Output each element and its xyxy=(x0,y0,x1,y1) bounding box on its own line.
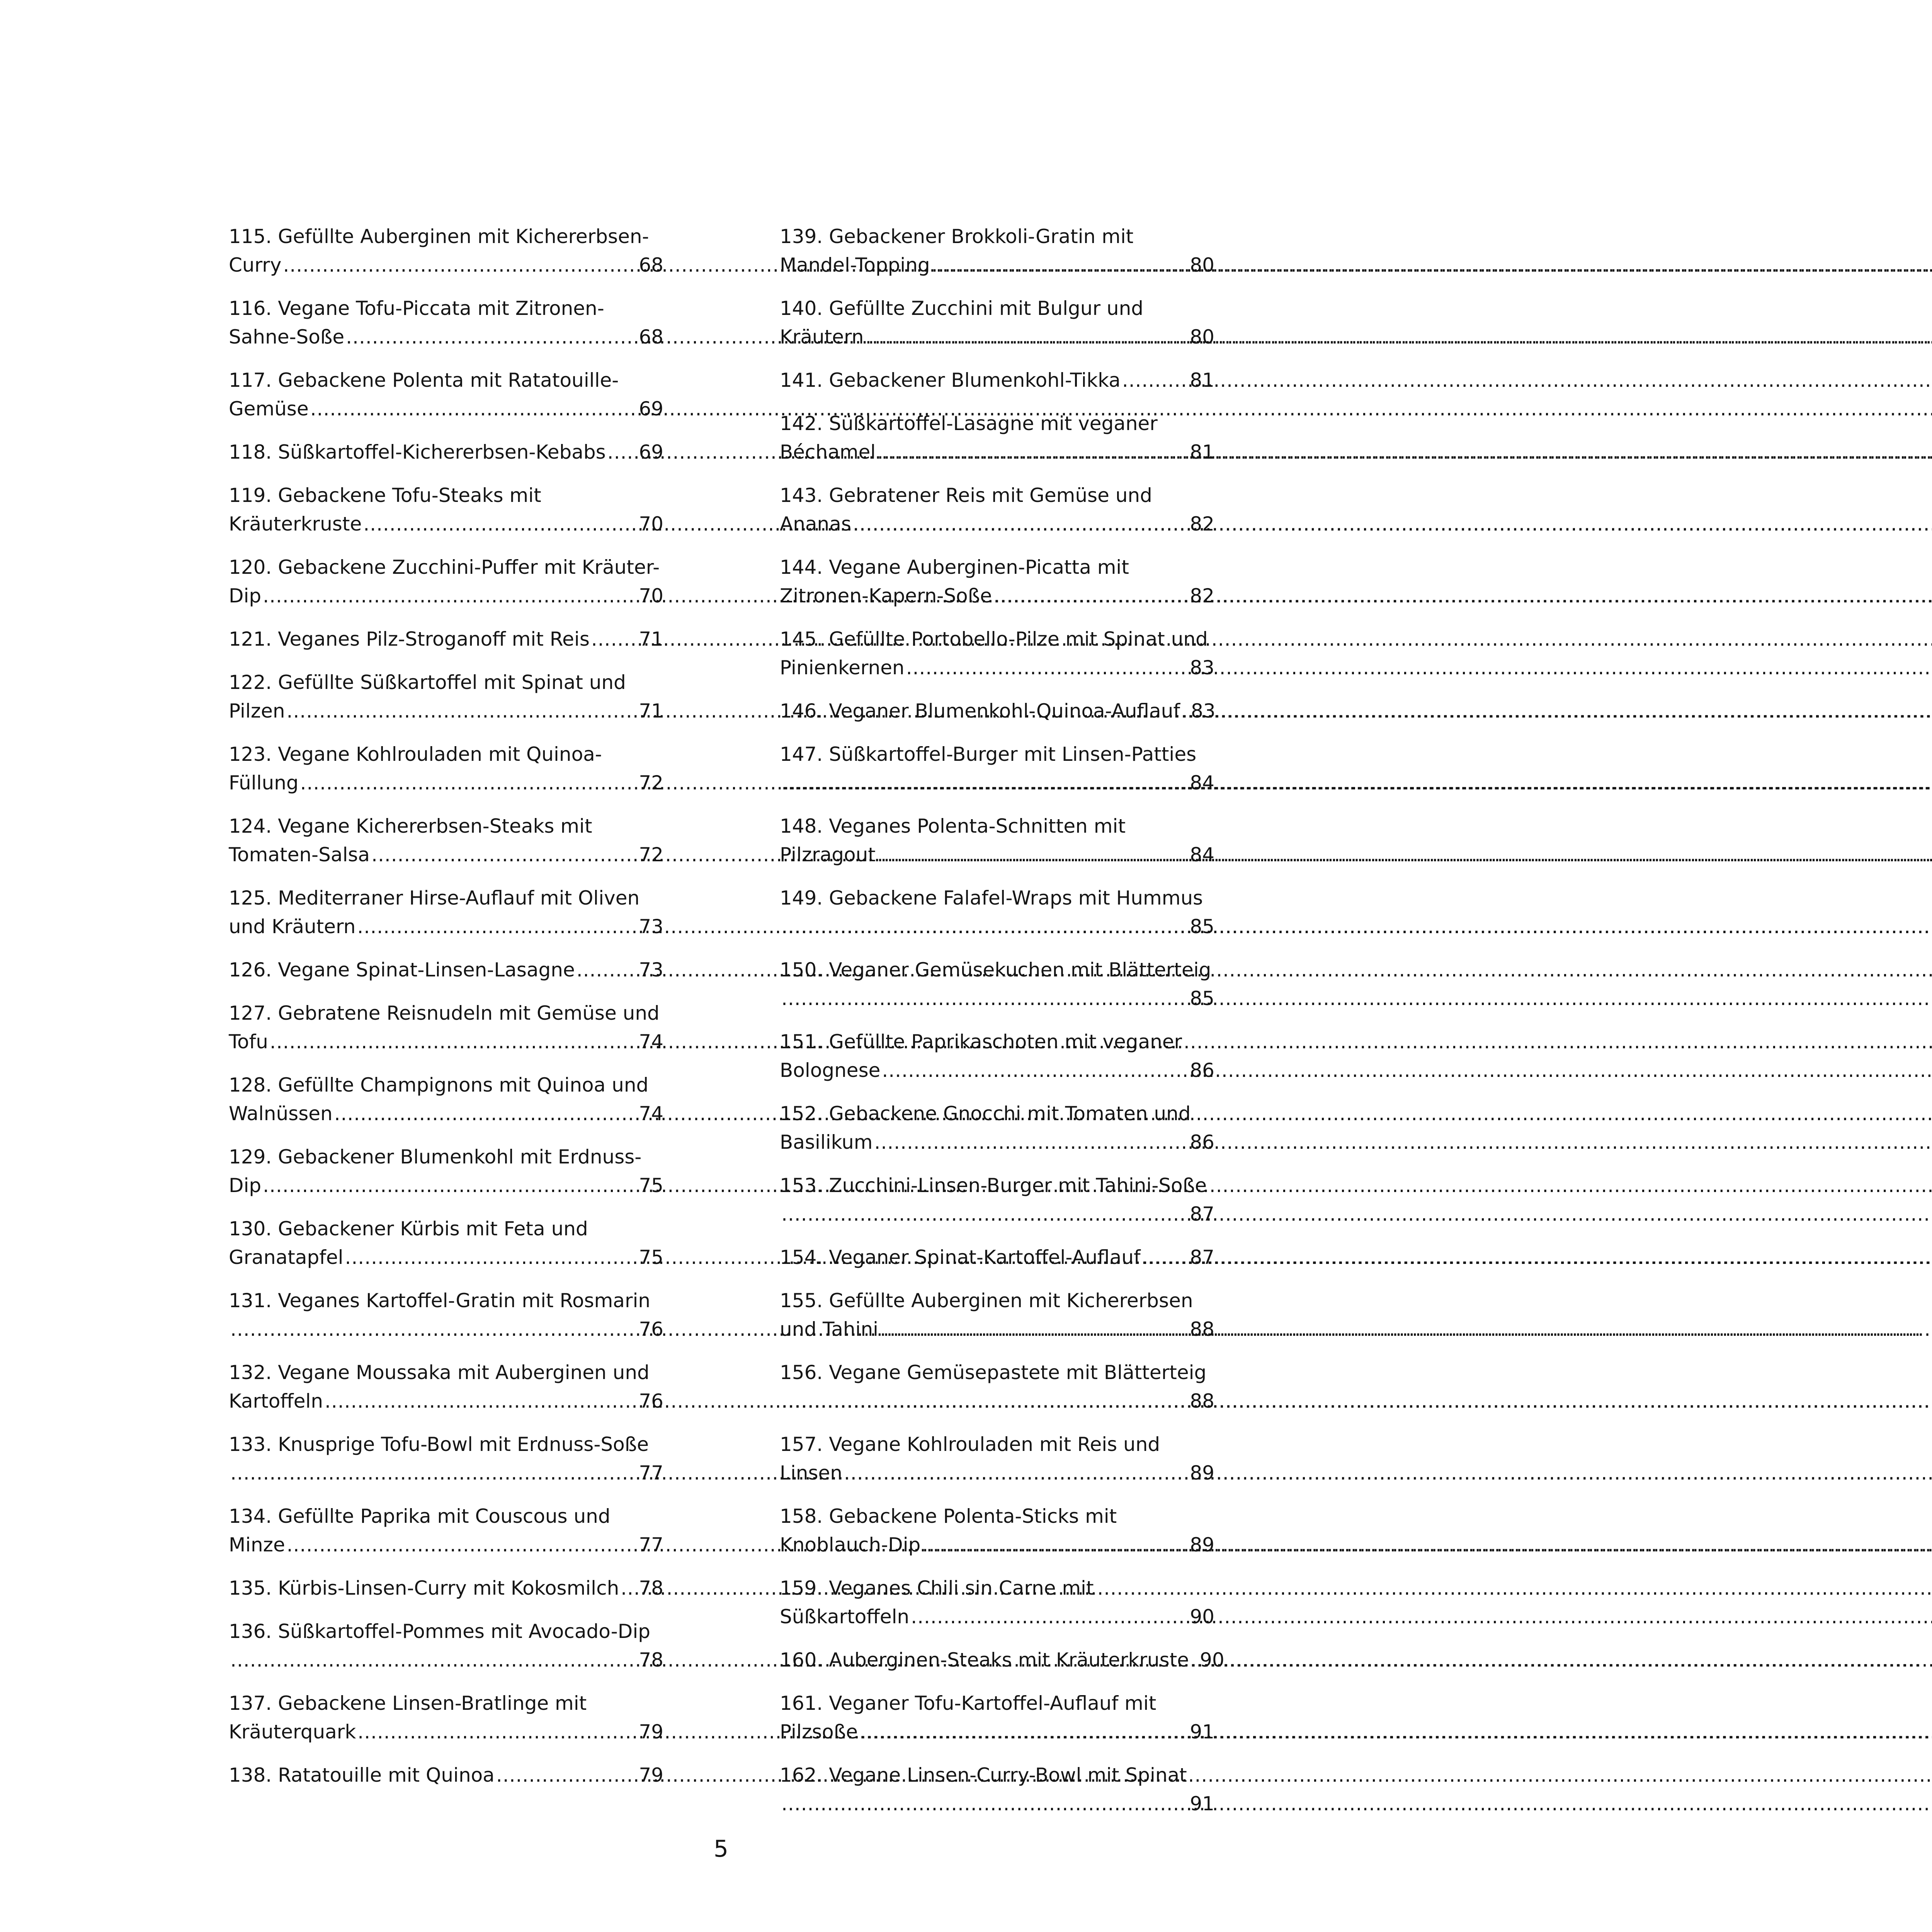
dot-leader xyxy=(781,769,1188,797)
toc-entry-title: 133. Knusprige Tofu-Bowl mit Erdnuss-Soße xyxy=(229,1433,649,1456)
toc-entry-title: 161. Veganer Tofu-Kartoffel-Auflauf mit xyxy=(780,1692,1156,1714)
dot-leader xyxy=(877,840,1188,869)
toc-entry-title: 126. Vegane Spinat-Linsen-Lasagne xyxy=(229,959,575,981)
dot-leader xyxy=(345,1243,638,1272)
toc-entry xyxy=(780,625,1214,682)
dot-leader xyxy=(334,1099,638,1128)
toc-entry-title-continued: Mandel-Topping xyxy=(780,254,930,276)
toc-entry-title: 120. Gebackene Zucchini-Puffer mit Kräuter- xyxy=(229,556,660,578)
toc-page-ref: 90 xyxy=(1190,1605,1214,1628)
toc-entry xyxy=(780,1358,1214,1415)
toc-entry-title-continued: Pilzsoße xyxy=(780,1721,858,1743)
toc-entry xyxy=(780,1099,1214,1156)
toc-entry-title-continued: Tomaten-Salsa xyxy=(229,844,370,866)
toc-page-ref: 91 xyxy=(1190,1793,1214,1815)
toc-entry xyxy=(780,222,1214,279)
dot-leader xyxy=(859,1718,1188,1746)
toc-entry xyxy=(780,1286,1214,1344)
toc-entry xyxy=(229,625,663,653)
toc-entry xyxy=(780,1574,1214,1631)
toc-entry-title: 132. Vegane Moussaka mit Auberginen und xyxy=(229,1361,650,1384)
toc-entry-title-continued: Pilzragout xyxy=(780,844,876,866)
toc-entry-title: 156. Vegane Gemüsepastete mit Blätterteig xyxy=(780,1361,1207,1384)
toc-entry-title: 158. Gebackene Polenta-Sticks mit xyxy=(780,1505,1117,1527)
toc-entry xyxy=(229,481,663,538)
toc-page-ref: 82 xyxy=(1190,513,1214,535)
toc-page-ref: 75 xyxy=(639,1246,663,1269)
dot-leader xyxy=(932,251,1189,279)
toc-entry xyxy=(780,366,1214,395)
toc-entry-title-continued: Basilikum xyxy=(780,1131,873,1153)
toc-page-ref: 74 xyxy=(639,1102,663,1125)
toc-entry xyxy=(229,956,663,984)
toc-entry-title-continued: Dip xyxy=(229,585,262,607)
toc-page-ref: 75 xyxy=(639,1174,663,1197)
toc-entry xyxy=(229,1502,663,1559)
toc-page-ref: 83 xyxy=(1190,656,1214,679)
toc-entry-title: 153. Zucchini-Linsen-Burger mit Tahini-Soße xyxy=(780,1174,1207,1197)
toc-entry-title: 157. Vegane Kohlrouladen mit Reis und xyxy=(780,1433,1160,1456)
dot-leader xyxy=(781,1200,1188,1228)
toc-page-ref: 70 xyxy=(639,513,663,535)
toc-entry xyxy=(229,1358,663,1415)
dot-leader xyxy=(357,1718,637,1746)
page-number: 5 xyxy=(713,1835,729,1862)
toc-entry-title-continued: Zitronen-Kapern-Soße xyxy=(780,585,992,607)
dot-leader xyxy=(230,1646,637,1674)
toc-entry-title: 122. Gefüllte Süßkartoffel mit Spinat und xyxy=(229,671,626,694)
toc-entry-title-continued: Kräutern xyxy=(780,326,864,348)
toc-page-ref: 82 xyxy=(1190,585,1214,607)
toc-entry-title-continued: Kartoffeln xyxy=(229,1390,323,1412)
toc-entry-title: 145. Gefüllte Portobello-Pilze mit Spinat und xyxy=(780,628,1208,650)
toc-entry xyxy=(229,668,663,725)
toc-entry-title-continued: Tofu xyxy=(229,1031,268,1053)
toc-entry xyxy=(229,1761,663,1789)
dot-leader xyxy=(496,1761,637,1789)
toc-page-ref: 91 xyxy=(1190,1721,1214,1743)
toc-entry-title: 162. Vegane Linsen-Curry-Bowl mit Spinat xyxy=(780,1764,1187,1786)
toc-page-ref: 72 xyxy=(639,844,663,866)
toc-left-column xyxy=(229,222,663,1804)
toc-page-ref: 86 xyxy=(1190,1059,1214,1082)
toc-entry-title-continued: Gemüse xyxy=(229,398,309,420)
toc-entry-title: 151. Gefüllte Paprikaschoten mit veganer xyxy=(780,1031,1182,1053)
dot-leader xyxy=(263,1171,637,1200)
toc-entry-title: 140. Gefüllte Zucchini mit Bulgur und xyxy=(780,297,1144,320)
toc-entry-title: 155. Gefüllte Auberginen mit Kichererbsen xyxy=(780,1289,1193,1312)
toc-entry-title-continued: Ananas xyxy=(780,513,851,535)
toc-entry-title: 115. Gefüllte Auberginen mit Kichererbsen- xyxy=(229,225,649,248)
toc-entry-title: 160. Auberginen-Steaks mit Kräuterkruste xyxy=(780,1649,1189,1671)
toc-entry xyxy=(780,553,1214,610)
toc-entry xyxy=(229,222,663,279)
toc-page-ref: 79 xyxy=(639,1721,663,1743)
toc-page-ref: 89 xyxy=(1190,1534,1214,1556)
dot-leader xyxy=(865,323,1188,351)
toc-page-ref: 87 xyxy=(1190,1246,1214,1269)
toc-entry xyxy=(780,1171,1214,1228)
toc-entry xyxy=(780,1689,1214,1746)
dot-leader xyxy=(882,1056,1188,1085)
toc-page-ref: 84 xyxy=(1190,772,1214,794)
toc-page-ref: 87 xyxy=(1190,1203,1214,1225)
dot-leader xyxy=(346,323,637,351)
toc-entry-title: 159. Veganes Chili sin Carne mit xyxy=(780,1577,1094,1599)
dot-leader xyxy=(591,625,637,653)
dot-leader xyxy=(357,912,637,941)
dot-leader xyxy=(993,582,1188,610)
toc-page-ref: 81 xyxy=(1190,369,1214,391)
toc-entry-title-continued: Béchamel xyxy=(780,441,876,463)
toc-entry-title: 123. Vegane Kohlrouladen mit Quinoa- xyxy=(229,743,602,765)
toc-entry-title: 128. Gefüllte Champignons mit Quinoa und xyxy=(229,1074,649,1096)
dot-leader xyxy=(1122,366,1189,395)
toc-entry-title: 146. Veganer Blumenkohl-Quinoa-Auflauf xyxy=(780,700,1180,722)
toc-entry-title: 152. Gebackene Gnocchi mit Tomaten und xyxy=(780,1102,1191,1125)
toc-entry-title-continued: und Tahini xyxy=(780,1318,879,1340)
dot-leader xyxy=(287,697,638,725)
toc-entry-title: 135. Kürbis-Linsen-Curry mit Kokosmilch xyxy=(229,1577,619,1599)
toc-entry-title: 117. Gebackene Polenta mit Ratatouille- xyxy=(229,369,619,391)
toc-entry-title: 141. Gebackener Blumenkohl-Tikka xyxy=(780,369,1121,391)
dot-leader xyxy=(906,653,1189,682)
toc-page-ref: 80 xyxy=(1190,326,1214,348)
dot-leader xyxy=(283,251,637,279)
dot-leader xyxy=(1182,697,1189,725)
toc-entry-title-continued: Pinienkernen xyxy=(780,656,905,679)
toc-page-ref: 73 xyxy=(639,959,663,981)
toc-entry xyxy=(229,1143,663,1200)
dot-leader xyxy=(781,984,1188,1013)
toc-page-ref: 70 xyxy=(639,585,663,607)
toc-entry-title: 124. Vegane Kichererbsen-Steaks mit xyxy=(229,815,592,837)
dot-leader xyxy=(577,956,638,984)
toc-page-ref: 84 xyxy=(1190,844,1214,866)
toc-page-ref: 68 xyxy=(639,254,663,276)
toc-page-ref: 69 xyxy=(639,398,663,420)
toc-page-ref: 78 xyxy=(639,1649,663,1671)
toc-entry-title-continued: Süßkartoffeln xyxy=(780,1605,910,1628)
toc-entry xyxy=(229,1574,663,1602)
toc-page-ref: 77 xyxy=(639,1462,663,1484)
toc-entry xyxy=(780,481,1214,538)
toc-page-ref: 71 xyxy=(639,700,663,722)
toc-entry xyxy=(780,697,1214,725)
dot-leader xyxy=(607,438,638,466)
toc-page-ref: 80 xyxy=(1190,254,1214,276)
dot-leader xyxy=(310,395,638,423)
toc-page-ref: 76 xyxy=(639,1318,663,1340)
dot-leader xyxy=(781,912,1188,941)
toc-page-ref: 85 xyxy=(1190,915,1214,938)
toc-page-ref: 79 xyxy=(639,1764,663,1786)
toc-entry xyxy=(780,1243,1214,1272)
toc-page-ref: 85 xyxy=(1190,987,1214,1010)
toc-entry-title-continued: Curry xyxy=(229,254,282,276)
toc-entry xyxy=(229,740,663,797)
toc-entry-title: 121. Veganes Pilz-Stroganoff mit Reis xyxy=(229,628,590,650)
toc-entry-title: 137. Gebackene Linsen-Bratlinge mit xyxy=(229,1692,587,1714)
toc-entry xyxy=(229,884,663,941)
toc-entry-title: 149. Gebackene Falafel-Wraps mit Hummus xyxy=(780,887,1203,909)
toc-page-ref: 89 xyxy=(1190,1462,1214,1484)
toc-entry-title: 142. Süßkartoffel-Lasagne mit veganer xyxy=(780,412,1158,435)
toc-entry xyxy=(780,1502,1214,1559)
toc-entry xyxy=(229,294,663,351)
toc-page-ref: 83 xyxy=(1190,700,1216,722)
dot-leader xyxy=(287,1531,638,1559)
dot-leader xyxy=(880,1315,1188,1344)
toc-entry-title: 125. Mediterraner Hirse-Auflauf mit Oliven xyxy=(229,887,640,909)
toc-entry-title: 119. Gebackene Tofu-Steaks mit xyxy=(229,484,541,507)
toc-entry-title-continued: Linsen xyxy=(780,1462,842,1484)
dot-leader xyxy=(911,1602,1188,1631)
toc-page-ref: 77 xyxy=(639,1534,663,1556)
dot-leader xyxy=(922,1531,1188,1559)
dot-leader xyxy=(270,1027,637,1056)
toc-entry-title-continued: Minze xyxy=(229,1534,285,1556)
toc-entry-title: 148. Veganes Polenta-Schnitten mit xyxy=(780,815,1126,837)
toc-page-ref: 90 xyxy=(1200,1649,1225,1671)
toc-entry-title: 134. Gefüllte Paprika mit Couscous und xyxy=(229,1505,611,1527)
toc-page-ref: 88 xyxy=(1190,1318,1214,1340)
toc-entry xyxy=(229,999,663,1056)
toc-entry xyxy=(780,1027,1214,1085)
toc-page-ref: 78 xyxy=(639,1577,663,1599)
toc-entry xyxy=(229,1286,663,1344)
dot-leader xyxy=(230,1459,637,1487)
toc-entry xyxy=(229,1689,663,1746)
toc-entry xyxy=(780,956,1214,1013)
toc-entry-title: 131. Veganes Kartoffel-Gratin mit Rosmarin xyxy=(229,1289,651,1312)
toc-entry-title: 127. Gebratene Reisnudeln mit Gemüse und xyxy=(229,1002,660,1024)
toc-entry xyxy=(229,553,663,610)
toc-entry-title-continued: und Kräutern xyxy=(229,915,356,938)
toc-entry-title: 116. Vegane Tofu-Piccata mit Zitronen- xyxy=(229,297,604,320)
dot-leader xyxy=(230,1315,637,1344)
toc-entry-title-continued: Walnüssen xyxy=(229,1102,333,1125)
dot-leader xyxy=(263,582,637,610)
dot-leader xyxy=(781,1387,1188,1415)
toc-page-ref: 76 xyxy=(639,1390,663,1412)
toc-page-ref: 86 xyxy=(1190,1131,1214,1153)
toc-entry-title: 144. Vegane Auberginen-Picatta mit xyxy=(780,556,1129,578)
toc-entry xyxy=(229,1430,663,1487)
toc-entry-title-continued: Pilzen xyxy=(229,700,285,722)
dot-leader xyxy=(621,1574,637,1602)
toc-entry-title-continued: Knoblauch-Dip xyxy=(780,1534,921,1556)
toc-page-ref: 81 xyxy=(1190,441,1214,463)
toc-entry-title: 150. Veganer Gemüsekuchen mit Blätterteig xyxy=(780,959,1211,981)
dot-leader xyxy=(325,1387,637,1415)
dot-leader xyxy=(300,769,638,797)
toc-page-ref: 71 xyxy=(639,628,663,650)
toc-entry xyxy=(229,438,663,466)
toc-entry xyxy=(780,409,1214,466)
toc-entry-title-continued: Granatapfel xyxy=(229,1246,344,1269)
toc-page-ref: 68 xyxy=(639,326,663,348)
toc-entry-title-continued: Bolognese xyxy=(780,1059,881,1082)
toc-entry xyxy=(229,366,663,423)
toc-entry-title-continued: Kräuterquark xyxy=(229,1721,356,1743)
dot-leader xyxy=(1142,1243,1189,1272)
toc-entry-title: 118. Süßkartoffel-Kichererbsen-Kebabs xyxy=(229,441,606,463)
toc-entry xyxy=(229,1214,663,1272)
toc-entry xyxy=(780,884,1214,941)
toc-entry xyxy=(780,294,1214,351)
toc-entry-title-continued: Dip xyxy=(229,1174,262,1197)
dot-leader xyxy=(844,1459,1188,1487)
toc-page-ref: 72 xyxy=(639,772,663,794)
toc-entry xyxy=(780,812,1214,869)
toc-entry-title-continued: Füllung xyxy=(229,772,299,794)
toc-entry xyxy=(229,1617,663,1674)
dot-leader xyxy=(877,438,1188,466)
toc-entry-title-continued: Sahne-Soße xyxy=(229,326,345,348)
toc-entry-title: 129. Gebackener Blumenkohl mit Erdnuss- xyxy=(229,1146,642,1168)
toc-entry-title: 139. Gebackener Brokkoli-Gratin mit xyxy=(780,225,1134,248)
toc-entry-title: 136. Süßkartoffel-Pommes mit Avocado-Dip xyxy=(229,1620,650,1643)
toc-entry-title: 147. Süßkartoffel-Burger mit Linsen-Patties xyxy=(780,743,1197,765)
toc-entry xyxy=(229,1071,663,1128)
toc-entry-title-continued: Kräuterkruste xyxy=(229,513,362,535)
dot-leader xyxy=(371,840,637,869)
toc-entry xyxy=(780,1761,1214,1818)
toc-entry-title: 130. Gebackener Kürbis mit Feta und xyxy=(229,1218,588,1240)
toc-right-column xyxy=(780,222,1225,1833)
toc-page-ref: 69 xyxy=(639,441,663,463)
dot-leader xyxy=(874,1128,1188,1156)
dot-leader xyxy=(1190,1646,1198,1674)
toc-entry-title: 143. Gebratener Reis mit Gemüse und xyxy=(780,484,1152,507)
toc-entry xyxy=(229,812,663,869)
toc-entry-title: 154. Veganer Spinat-Kartoffel-Auflauf xyxy=(780,1246,1141,1269)
toc-entry xyxy=(780,1430,1214,1487)
toc-entry xyxy=(780,1646,1225,1674)
toc-page-ref: 74 xyxy=(639,1031,663,1053)
toc-page-ref: 73 xyxy=(639,915,663,938)
dot-leader xyxy=(363,510,637,538)
dot-leader xyxy=(781,1789,1188,1818)
toc-entry xyxy=(780,740,1214,797)
dot-leader xyxy=(853,510,1188,538)
toc-page-ref: 88 xyxy=(1190,1390,1214,1412)
toc-entry-title: 138. Ratatouille mit Quinoa xyxy=(229,1764,495,1786)
